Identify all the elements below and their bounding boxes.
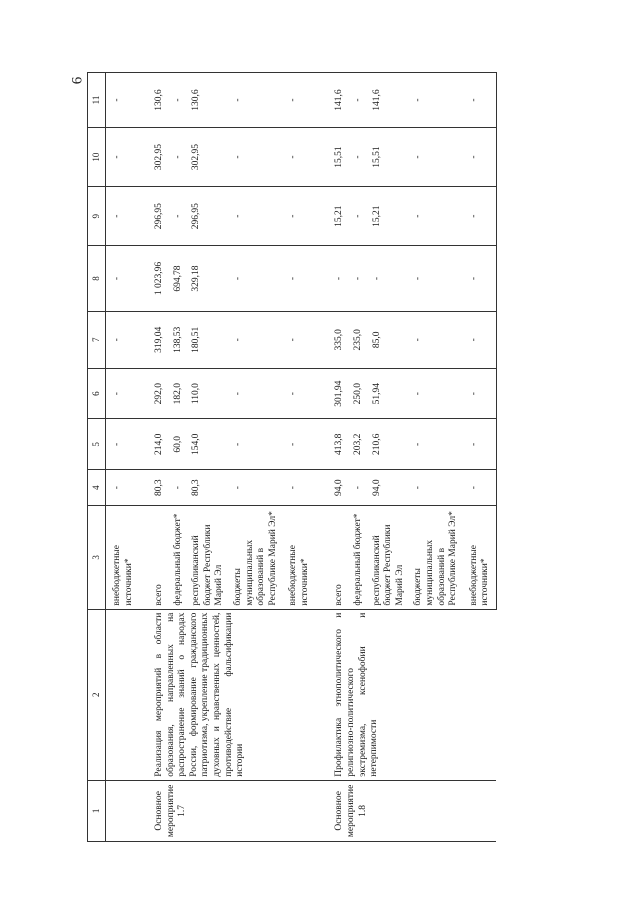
source-cell: всего bbox=[145, 506, 167, 610]
value-cell: 335,0 bbox=[325, 311, 347, 368]
value-cell: - bbox=[167, 128, 186, 187]
value-cell: 94,0 bbox=[325, 470, 347, 506]
value-cell: - bbox=[347, 470, 366, 506]
header-cell: 3 bbox=[88, 506, 106, 610]
value-cell: - bbox=[227, 246, 280, 311]
value-cell: - bbox=[105, 73, 145, 128]
value-cell: 214,0 bbox=[145, 419, 167, 470]
value-cell: 138,53 bbox=[167, 311, 186, 368]
value-cell: - bbox=[461, 368, 497, 419]
budget-table bbox=[87, 72, 497, 842]
value-cell: 292,0 bbox=[145, 368, 167, 419]
source-cell: внебюджетные источники* bbox=[461, 506, 497, 610]
value-cell: - bbox=[347, 128, 366, 187]
value-cell: - bbox=[461, 73, 497, 128]
value-cell: 60,0 bbox=[167, 419, 186, 470]
budget-table-sheet bbox=[87, 72, 527, 842]
source-cell: федеральный бюджет* bbox=[167, 506, 186, 610]
value-cell: - bbox=[407, 368, 460, 419]
value-cell: - bbox=[347, 246, 366, 311]
value-cell: - bbox=[105, 128, 145, 187]
value-cell: - bbox=[105, 311, 145, 368]
value-cell: - bbox=[461, 128, 497, 187]
measure-description-cell: Реализация мероприятий в области образования, направленных на распространение знаний о народах России, формирование гражданского патриотизма, укрепление традиционных духовных и нравственных ценностей, противодействие фальсификации истории bbox=[145, 609, 325, 780]
value-cell: - bbox=[227, 311, 280, 368]
value-cell: - bbox=[347, 187, 366, 246]
value-cell: 154,0 bbox=[185, 419, 227, 470]
value-cell: 302,95 bbox=[185, 128, 227, 187]
header-cell: 10 bbox=[88, 128, 106, 187]
value-cell: - bbox=[105, 419, 145, 470]
value-cell: 130,6 bbox=[185, 73, 227, 128]
value-cell: - bbox=[167, 470, 186, 506]
value-cell: - bbox=[227, 419, 280, 470]
source-cell: внебюджетные источники* bbox=[280, 506, 325, 610]
value-cell: 110,0 bbox=[185, 368, 227, 419]
source-cell: бюджеты муниципальных образований в Республике Марий Эл* bbox=[407, 506, 460, 610]
value-cell: 130,6 bbox=[145, 73, 167, 128]
table-header-row bbox=[88, 73, 106, 842]
table-row bbox=[145, 73, 167, 842]
value-cell: 141,6 bbox=[325, 73, 347, 128]
header-cell: 9 bbox=[88, 187, 106, 246]
value-cell: 319,04 bbox=[145, 311, 167, 368]
value-cell: 15,21 bbox=[366, 187, 408, 246]
code-cell bbox=[105, 780, 145, 841]
value-cell: - bbox=[280, 128, 325, 187]
value-cell: - bbox=[366, 246, 408, 311]
value-cell: 15,51 bbox=[325, 128, 347, 187]
value-cell: - bbox=[407, 311, 460, 368]
table-row bbox=[325, 73, 347, 842]
value-cell: - bbox=[227, 368, 280, 419]
value-cell: - bbox=[347, 73, 366, 128]
value-cell: 15,51 bbox=[366, 128, 408, 187]
value-cell: 301,94 bbox=[325, 368, 347, 419]
value-cell: 235,0 bbox=[347, 311, 366, 368]
value-cell: - bbox=[407, 187, 460, 246]
value-cell: - bbox=[280, 470, 325, 506]
source-cell: федеральный бюджет* bbox=[347, 506, 366, 610]
value-cell: - bbox=[280, 187, 325, 246]
header-cell: 7 bbox=[88, 311, 106, 368]
source-cell: всего bbox=[325, 506, 347, 610]
value-cell: - bbox=[407, 246, 460, 311]
source-cell: республиканский бюджет Республики Марий Эл bbox=[366, 506, 408, 610]
value-cell: 182,0 bbox=[167, 368, 186, 419]
value-cell: 80,3 bbox=[185, 470, 227, 506]
page-number: 6 bbox=[69, 76, 86, 85]
value-cell: - bbox=[227, 187, 280, 246]
header-cell: 4 bbox=[88, 470, 106, 506]
value-cell: 141,6 bbox=[366, 73, 408, 128]
measure-code-cell: Основное мероприятие 1.8 bbox=[325, 780, 496, 841]
header-cell: 8 bbox=[88, 246, 106, 311]
source-cell: внебюджетные источники* bbox=[105, 506, 145, 610]
value-cell: - bbox=[105, 246, 145, 311]
value-cell: - bbox=[461, 246, 497, 311]
header-cell: 11 bbox=[88, 73, 106, 128]
value-cell: 250,0 bbox=[347, 368, 366, 419]
value-cell: - bbox=[227, 128, 280, 187]
source-cell: республиканский бюджет Республики Марий Эл bbox=[185, 506, 227, 610]
value-cell: 329,18 bbox=[185, 246, 227, 311]
value-cell: - bbox=[407, 128, 460, 187]
value-cell: 180,51 bbox=[185, 311, 227, 368]
value-cell: 296,95 bbox=[185, 187, 227, 246]
value-cell: - bbox=[105, 470, 145, 506]
value-cell: - bbox=[105, 368, 145, 419]
value-cell: 203,2 bbox=[347, 419, 366, 470]
value-cell: - bbox=[227, 470, 280, 506]
value-cell: - bbox=[407, 73, 460, 128]
value-cell: - bbox=[461, 311, 497, 368]
carry-over-row bbox=[105, 73, 145, 842]
value-cell: 1 023,96 bbox=[145, 246, 167, 311]
value-cell: - bbox=[280, 246, 325, 311]
value-cell: 296,95 bbox=[145, 187, 167, 246]
value-cell: 51,94 bbox=[366, 368, 408, 419]
value-cell: 85,0 bbox=[366, 311, 408, 368]
value-cell: 694,78 bbox=[167, 246, 186, 311]
value-cell: - bbox=[227, 73, 280, 128]
value-cell: - bbox=[280, 73, 325, 128]
value-cell: - bbox=[280, 311, 325, 368]
value-cell: - bbox=[461, 187, 497, 246]
value-cell: 94,0 bbox=[366, 470, 408, 506]
source-cell: бюджеты муниципальных образований в Республике Марий Эл* bbox=[227, 506, 280, 610]
value-cell: - bbox=[167, 187, 186, 246]
measure-description-cell: Профилактика этнополитического и религиозно-политического экстремизма, ксенофобии и нетерпимости bbox=[325, 609, 496, 780]
value-cell: 15,21 bbox=[325, 187, 347, 246]
value-cell: - bbox=[280, 419, 325, 470]
header-cell: 2 bbox=[88, 609, 106, 780]
value-cell: - bbox=[280, 368, 325, 419]
value-cell: - bbox=[407, 470, 460, 506]
measure-code-cell: Основное мероприятие 1.7 bbox=[145, 780, 325, 841]
value-cell: - bbox=[461, 470, 497, 506]
value-cell: - bbox=[325, 246, 347, 311]
value-cell: 210,6 bbox=[366, 419, 408, 470]
value-cell: - bbox=[407, 419, 460, 470]
value-cell: 413,8 bbox=[325, 419, 347, 470]
value-cell: 302,95 bbox=[145, 128, 167, 187]
header-cell: 1 bbox=[88, 780, 106, 841]
value-cell: 80,3 bbox=[145, 470, 167, 506]
value-cell: - bbox=[105, 187, 145, 246]
value-cell: - bbox=[167, 73, 186, 128]
description-cell bbox=[105, 609, 145, 780]
header-cell: 6 bbox=[88, 368, 106, 419]
header-cell: 5 bbox=[88, 419, 106, 470]
value-cell: - bbox=[461, 419, 497, 470]
